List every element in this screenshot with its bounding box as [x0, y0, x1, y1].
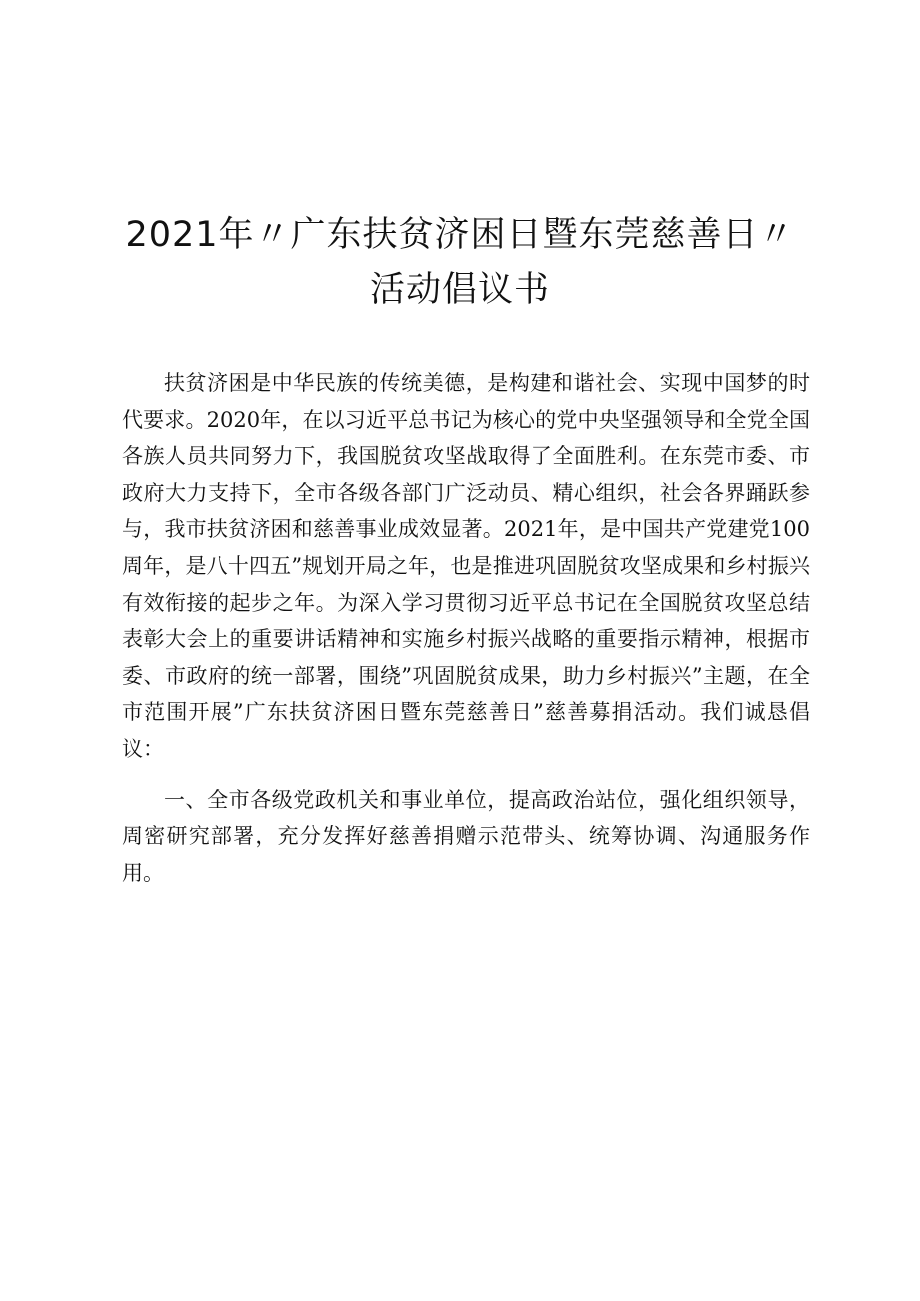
document-title [110, 208, 810, 318]
paragraph-proposal-1: 一、全市各级党政机关和事业单位，提高政治站位，强化组织领导，周密研究部署，充分发挥好慈善捐赠示范带头、统筹协调、沟通服务作用。 [122, 787, 810, 885]
document-body [122, 365, 810, 891]
title-line-2: 活动倡议书 [369, 270, 550, 310]
paragraph-intro: 扶贫济困是中华民族的传统美德，是构建和谐社会、实现中国梦的时代要求。2020年，在以习近平总书记为核心的党中央坚强领导和全党全国各族人员共同努力下，我国脱贫攻坚战取得了全面胜利。在东莞市委、市政府大力支持下，全市各级各部门广泛动员、精心组织，社会各界踊跃参与，我市扶贫济困和慈善事业成效显著。2021年，是中国共产党建党100周年，是八十四五”规划开局之年，也是推进巩固脱贫攻坚成果和乡村振兴有效衔接的起步之年。为深入学习贯彻习近平总书记在全国脱贫攻坚总结表彰大会上的重要讲话精神和实施乡村振兴战略的重要指示精神，根据市委、市政府的统一部署，围绕”巩固脱贫成果，助力乡村振兴”主题，在全市范围开展”广东扶贫济困日暨东莞慈善日”慈善募捐活动。我们诚恳倡议： [122, 371, 810, 761]
title-line-1: 2021年〃广东扶贫济困日暨东莞慈善日〃 [125, 215, 795, 255]
